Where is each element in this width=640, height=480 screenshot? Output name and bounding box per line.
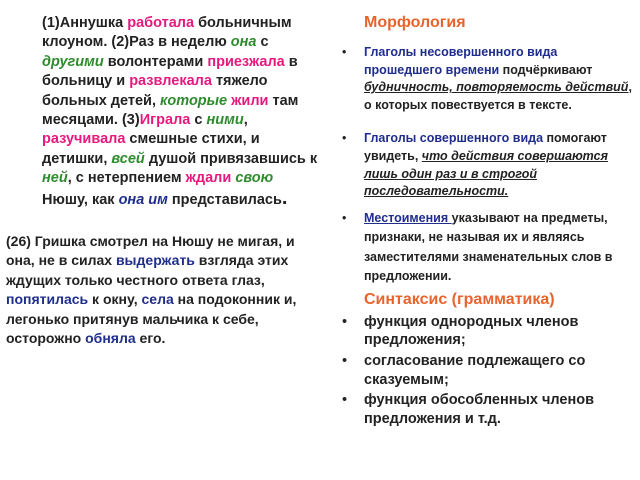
highlighted-word: ждали <box>185 170 232 187</box>
text-run: с <box>190 112 207 129</box>
text-excerpt-1 <box>6 14 322 210</box>
text-run: к окну, <box>88 291 142 308</box>
text-run: больничным клоуном. (2)Раз в неделю <box>42 15 292 51</box>
highlighted-word: выдержать <box>115 252 195 269</box>
morphology-item-text <box>364 211 612 284</box>
highlighted-word[interactable]: Местоимения <box>364 210 452 225</box>
highlighted-word: приезжала <box>207 53 285 70</box>
text-run: (26) Гришка смотрел на Нюшу не мигая, и она, не в силах <box>6 233 295 269</box>
highlighted-word: Играла <box>139 112 191 129</box>
highlighted-word: Глаголы несовершенного вида прошедшего времени <box>364 45 558 77</box>
bullet-icon: • <box>342 352 348 369</box>
morphology-item-pronouns <box>341 209 633 287</box>
morphology-item-imperfective <box>341 44 633 114</box>
syntax-item <box>341 391 633 428</box>
highlighted-word: она <box>230 34 257 51</box>
text-run: , <box>243 112 248 129</box>
text-run: смешные стихи, и детишки, <box>42 131 260 167</box>
morphology-item-text <box>364 45 632 112</box>
bullet-icon: • <box>342 210 347 225</box>
text-run: там месяцами. (3) <box>42 92 299 129</box>
bullet-icon: • <box>342 45 347 59</box>
highlighted-word: свою <box>235 170 274 187</box>
morphology-item-perfective <box>341 130 633 200</box>
morphology-list <box>341 44 633 287</box>
highlighted-word: попятилась <box>6 291 89 308</box>
right-analysis-column <box>341 14 633 428</box>
text-run: , о которых повествуется в тексте. <box>364 80 632 112</box>
text-run: представилась <box>167 191 282 208</box>
bullet-icon: • <box>342 313 348 330</box>
text-run: указывают на предметы, признаки, не называя их и являясь заместителями знаменательных слов в предложении. <box>364 210 613 284</box>
highlighted-word: Глаголы совершенного вида <box>364 131 544 146</box>
syntax-item-text: функция однородных членов предложения; <box>364 313 579 349</box>
syntax-item-text: согласование подлежащего со сказуемым; <box>364 352 586 388</box>
text-run: его. <box>135 330 166 347</box>
highlighted-word: она им <box>118 191 168 208</box>
bullet-icon: • <box>342 392 348 409</box>
morphology-item-text <box>364 131 608 198</box>
highlighted-word: будничность, повторяемость действий <box>364 80 629 95</box>
highlighted-word: ними <box>206 112 244 129</box>
text-run: тяжело больных детей, <box>42 73 268 109</box>
text-excerpt-26 <box>6 232 322 348</box>
highlighted-word: работала <box>127 15 195 31</box>
morphology-heading: Морфология <box>364 14 466 31</box>
text-run: . <box>281 186 288 209</box>
text-run: , с нетерпением <box>67 170 186 187</box>
text-run: взгляда этих ждущих только честного ответа глаз, <box>6 252 289 288</box>
highlighted-word: что действия совершаются лишь один раз и в строгой последовательности. <box>364 148 608 199</box>
text-run: на подоконник и, легонько притянув мальчика к себе, осторожно <box>6 291 297 347</box>
syntax-list <box>341 313 633 429</box>
highlighted-word: другими <box>42 53 104 70</box>
text-run: волонтерами <box>103 53 208 70</box>
text-run: душой привязавшись к <box>144 150 318 167</box>
highlighted-word: которые <box>160 92 228 109</box>
highlighted-word: ней <box>42 170 68 187</box>
syntax-item <box>341 313 633 350</box>
syntax-item-text: функция обособленных членов предложения и т.д. <box>364 392 594 427</box>
highlighted-word: села <box>141 291 174 308</box>
left-text-column <box>6 14 322 349</box>
syntax-item <box>341 352 633 389</box>
text-run: помогают увидеть, <box>364 131 607 163</box>
highlighted-word: обняла <box>85 330 136 347</box>
syntax-heading: Синтаксис (грамматика) <box>364 290 555 308</box>
text-run: подчёркивают <box>499 62 593 77</box>
highlighted-word: всей <box>111 150 145 167</box>
bullet-icon: • <box>342 131 347 146</box>
text-run: с <box>256 34 269 51</box>
text-run: Нюшу, как <box>42 191 119 208</box>
highlighted-word: разучивала <box>42 131 126 148</box>
text-run: в больницу и <box>42 53 298 90</box>
highlighted-word: жили <box>231 92 269 109</box>
text-run: (1)Аннушка <box>42 15 128 31</box>
highlighted-word: развлекала <box>129 73 212 90</box>
